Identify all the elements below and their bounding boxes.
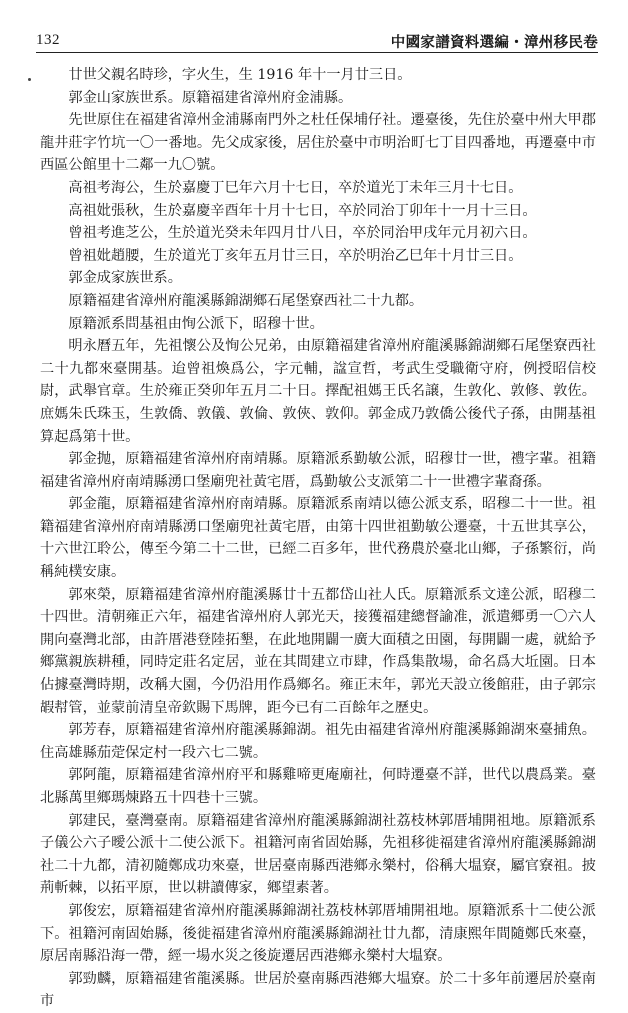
paragraph: 郭來榮，原籍福建省漳州府龍溪縣廿十五都岱山社人氏。原籍派系文達公派，昭穆二十四世。清朝雍正六年，福建省漳州府人郭光天，接獲福建總督諭准，派遣郷勇一〇六人開向臺灣北部，由許厝港登陸拓墾，在此地開闢一廣大面積之田園，每開闢一處，就給予鄉黨親族耕種，同時定莊名定居，並在其間建立市肆，作爲集散場，命名爲大坵園。日本佔據臺灣時期，改稱大園，今仍沿用作爲鄉名。雍正末年，郭光天設立後館莊，由子郭宗嘏幇管，並蒙前清皇帝欽賜下馬牌，距今已有二百餘年之歷史。 <box>40 586 596 716</box>
paragraph: 郭金龍，原籍福建省漳州府南靖縣。原籍派系南靖以德公派支系，昭穆二十一世。祖籍福建省漳州府南靖縣湧口堡廟兜社黃宅厝，由第十四世祖勤敏公遷臺，十五世其享公，十六世江聆公，傳至今第二十二世，已經二百多年，世代務農於臺北山鄉，子孫繁衍，尚稱純樸安康。 <box>40 496 596 581</box>
paragraph: 高祖考海公，生於嘉慶丁巳年六月十七日，卒於道光丁未年三月十七日。 <box>68 179 523 196</box>
paragraph: 曾祖考進芝公，生於道光癸未年四月廿八日，卒於同治甲戌年元月初六日。 <box>68 225 537 242</box>
paragraph: 郭金抛，原籍福建省漳州府南靖縣。原籍派系勤敏公派，昭穆廿一世，禮字輩。祖籍福建省漳州府南靖縣湧口堡廟兜社黃宅厝，爲勤敏公支派第二十一世禮字輩裔孫。 <box>40 451 596 490</box>
page-header <box>36 30 598 53</box>
paragraph: 明永曆五年，先祖懷公及恂公兄弟，由原籍福建省漳州府龍溪縣錦湖鄉石尾堡寮西社二十九都來臺開基。迨曾祖煥爲公，字元輔，諡宣哲，考武生受職衛守府，例授昭信校尉，武舉官章。生於雍正癸卯年五月二十日。擇配祖媽王氏名譲，生敦化、敦修、敦佐。庶媽朱氏珠玉，生敦僑、敦儀、敦倫、敦俠、敦仰。郭金成乃敦僑公後代子孫，由開基祖算起爲第十世。 <box>40 338 596 445</box>
paragraph: 郭金山家族世系。原籍福建省漳州府金浦縣。 <box>68 89 353 106</box>
page-number: 132 <box>36 32 60 48</box>
paragraph: 先世原住在福建省漳州金浦縣南門外之杜任保埔仔社。遷臺後，先住於臺中州大甲郡龍井莊字竹坑一〇一番地。先父成家後，居住於臺中市明治町七丁目四番地，再遷臺中市西區公館里十二鄰一九〇號。 <box>40 112 596 174</box>
paragraph: 原籍派系問基祖由恂公派下，昭穆十世。 <box>68 315 324 332</box>
paragraph: 郭芳春，原籍福建省漳州府龍溪縣錦湖。祖先由福建省漳州府龍溪縣錦湖來臺捕魚。住高雄縣茄萣保定村一段六七二號。 <box>40 722 596 761</box>
paragraph: 郭勁麟，原籍福建省龍溪縣。世居於臺南縣西港鄉大塭寮。於二十多年前遷居於臺南市 <box>40 970 596 1010</box>
paragraph: 郭金成家族世系。 <box>68 270 182 287</box>
paragraph: 郭阿龍，原籍福建省漳州府平和縣雞啼更庵廟社，何時遷臺不詳，世代以農爲業。臺北縣萬里鄉瑪煉路五十四巷十三號。 <box>40 767 596 806</box>
paragraph: 高祖妣張秋，生於嘉慶辛酉年十月十七日，卒於同治丁卯年十一月十三日。 <box>68 202 537 219</box>
body-text <box>40 64 596 1013</box>
paragraph: 郭建民，臺灣臺南。原籍福建省漳州府龍溪縣錦湖社荔枝林郭厝埔開祖地。原籍派系子儀公六子曖公派十二使公派下。祖籍河南省固始縣，先祖移徙福建省漳州府龍溪縣錦湖社二十九都，清初隨鄭成功來臺，世居臺南縣西港鄉永樂村，俗稱大塭寮，屬官寮祖。披荊斬棘，以拓平原，世以耕讀傳家，鄉望素著。 <box>40 812 596 897</box>
running-title: 中國家譜資料選編・漳州移民卷 <box>390 34 598 51</box>
margin-dot <box>28 78 31 81</box>
paragraph: 原籍福建省漳州府龍溪縣錦湖鄉石尾堡寮西社二十九都。 <box>68 292 424 309</box>
paragraph: 廿世父親名時珍，字火生，生 1916 年十一月廿三日。 <box>68 67 412 83</box>
paragraph: 郭俊宏，原籍福建省漳州府龍溪縣錦湖社荔枝林郭厝埔開祖地。原籍派系十二使公派下。祖籍河南固始縣，後徙福建省漳州府龍溪縣錦湖社廿九都，清康熙年間隨鄭氏來臺，原居南縣沿海一帶，經一場水災之後旋遷居西港鄉永樂村大塭寮。 <box>40 902 596 965</box>
paragraph: 曾祖妣趙腰，生於道光丁亥年五月廿三日，卒於明治乙巳年十月廿三日。 <box>68 247 523 264</box>
